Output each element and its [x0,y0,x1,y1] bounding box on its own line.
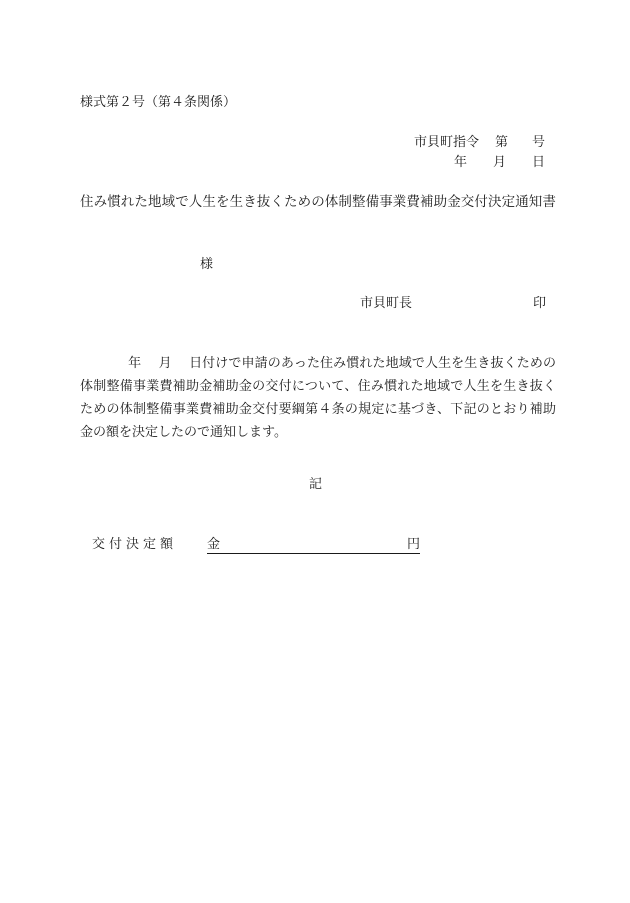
document-title: 住み慣れた地域で人生を生き抜くための体制整備事業費補助金交付決定通知書 [80,194,556,210]
form-number-label: 様式第２号（第４条関係） [80,95,237,110]
addressee-suffix: 様 [200,257,214,272]
grant-amount-field [207,538,420,554]
issuer-name: 市貝町長 [360,296,413,311]
body-gap [172,356,189,371]
grant-amount-label: 交付決定額 [92,537,178,552]
body-gap [141,356,158,371]
notification-body [80,352,556,444]
issuer-line [360,297,546,310]
issue-date [454,156,545,169]
date-year: 年 [453,155,467,170]
body-month: 月 [158,356,172,371]
grant-amount-row [92,538,420,554]
reference-go: 号 [531,135,545,150]
issuer-seal: 印 [532,296,546,311]
amount-unit: 円 [407,537,421,552]
date-day: 日 [531,155,545,170]
date-month: 月 [492,155,506,170]
ki-heading: 記 [309,477,323,492]
amount-prefix: 金 [207,537,221,552]
document-reference-number [414,136,545,149]
reference-city-order: 市貝町指令 [413,135,479,150]
reference-dai: 第 [494,135,508,150]
body-year: 年 [128,356,142,371]
body-text: 日付けで申請のあった住み慣れた地域で人生を生き抜くための体制整備事業費補助金補助金の交付について、住み慣れた地域で人生を生き抜くための体制整備事業費補助金交付要綱第４条の規定に基づき、下記のとおり補助金の額を決定したので通知します。 [80,356,556,440]
